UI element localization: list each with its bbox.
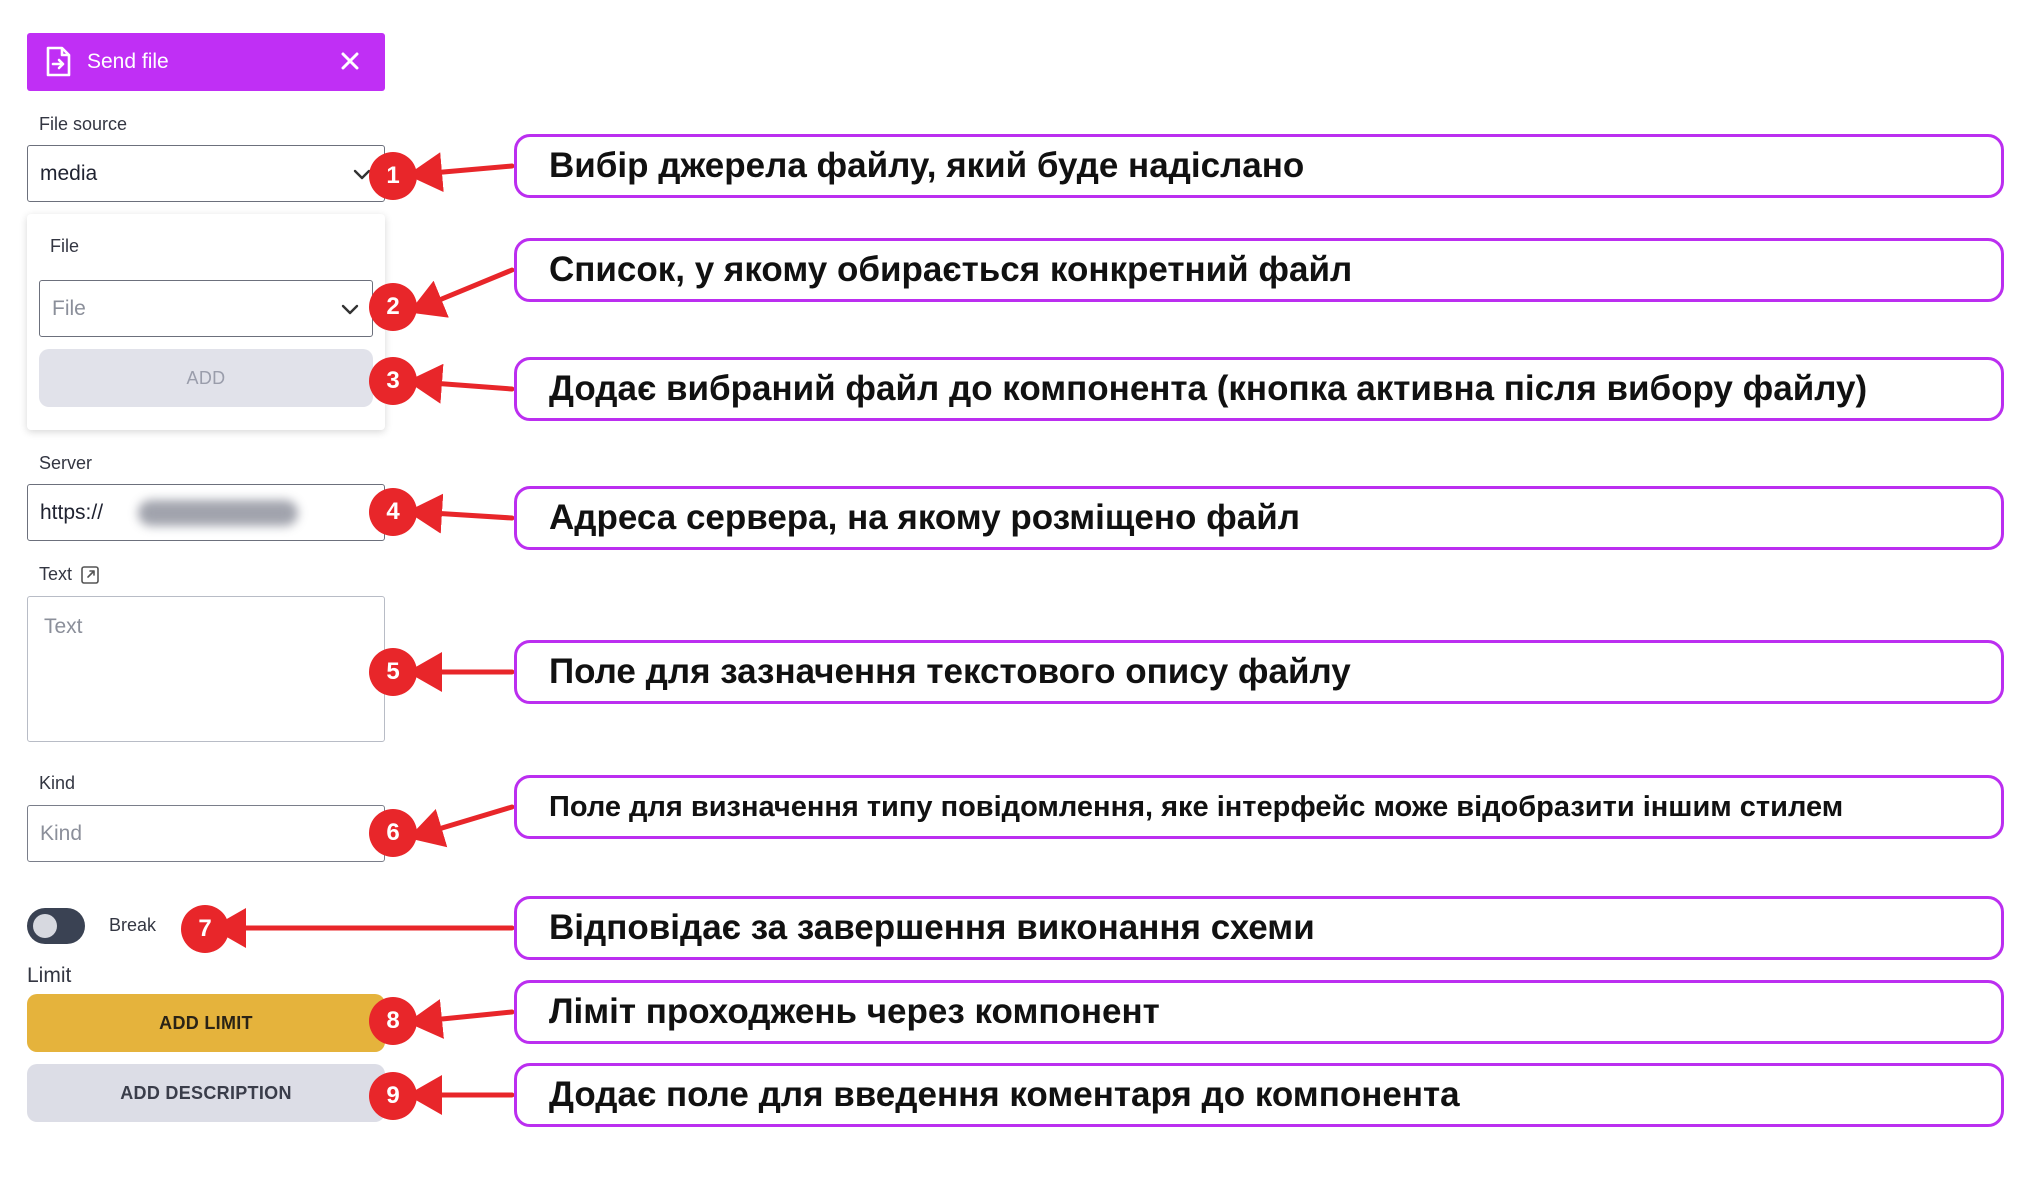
callout-8: Ліміт проходжень через компонент <box>514 980 2004 1044</box>
file-source-value: media <box>40 161 98 185</box>
arrow-1 <box>432 166 512 173</box>
file-source-label: File source <box>39 114 128 134</box>
badge-8: 8 <box>369 997 417 1045</box>
kind-placeholder: Kind <box>40 821 83 845</box>
file-select-placeholder: File <box>52 296 86 320</box>
add-file-button[interactable]: ADD <box>39 349 373 407</box>
callout-6: Поле для визначення типу повідомлення, яке інтерфейс може відобразити іншим стилем <box>514 775 2004 839</box>
badge-4: 4 <box>369 488 417 536</box>
badge-2: 2 <box>369 283 417 331</box>
badge-1: 1 <box>369 152 417 200</box>
callout-2: Список, у якому обирається конкретний файл <box>514 238 2004 302</box>
server-value: https:// <box>40 500 104 524</box>
add-limit-button[interactable]: ADD LIMIT <box>27 994 385 1052</box>
callout-3: Додає вибраний файл до компонента (кнопка активна після вибору файлу) <box>514 357 2004 421</box>
badge-5: 5 <box>369 648 417 696</box>
server-label: Server <box>39 453 93 473</box>
callout-1: Вибір джерела файлу, який буде надіслано <box>514 134 2004 198</box>
badge-9: 9 <box>369 1072 417 1120</box>
callout-5: Поле для зазначення текстового опису файлу <box>514 640 2004 704</box>
add-description-button[interactable]: ADD DESCRIPTION <box>27 1064 385 1122</box>
badge-3: 3 <box>369 357 417 405</box>
callout-9: Додає поле для введення коментаря до компонента <box>514 1063 2004 1127</box>
kind-label: Kind <box>39 773 76 793</box>
text-placeholder: Text <box>44 615 83 638</box>
badge-7: 7 <box>181 905 229 953</box>
text-label: Text <box>39 564 73 584</box>
limit-label: Limit <box>27 964 72 987</box>
break-label: Break <box>109 915 157 935</box>
arrow-4 <box>432 513 512 518</box>
arrow-8 <box>432 1012 512 1020</box>
callout-7: Відповідає за завершення виконання схеми <box>514 896 2004 960</box>
callout-4: Адреса сервера, на якому розміщено файл <box>514 486 2004 550</box>
badge-6: 6 <box>369 809 417 857</box>
file-label: File <box>50 236 80 256</box>
arrow-2 <box>432 270 512 303</box>
arrow-6 <box>432 807 512 831</box>
header-title: Send file <box>87 50 169 73</box>
arrow-3 <box>432 383 512 389</box>
